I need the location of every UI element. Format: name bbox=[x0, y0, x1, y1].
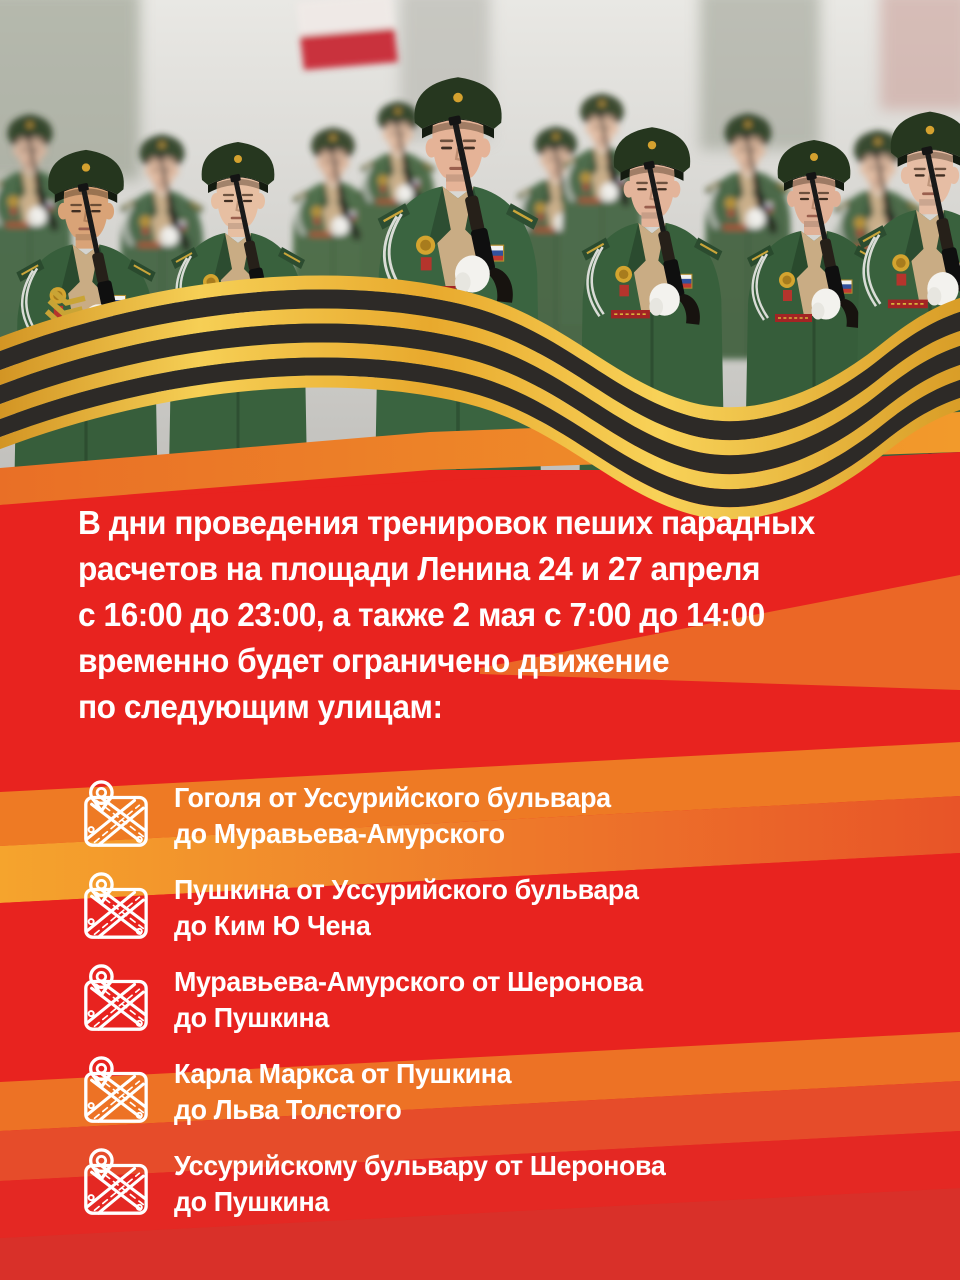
map-pin-icon bbox=[78, 1147, 152, 1219]
street-line2: до Муравьева-Амурского bbox=[174, 818, 505, 849]
map-pin-icon bbox=[78, 1055, 152, 1127]
street-line1: Гоголя от Уссурийского бульвара bbox=[174, 782, 611, 813]
street-line2: до Пушкина bbox=[174, 1002, 329, 1033]
street-item bbox=[78, 871, 686, 945]
street-item bbox=[78, 963, 686, 1037]
intro-text bbox=[78, 500, 845, 730]
intro-line: с 16:00 до 23:00, а также 2 мая с 7:00 до 14:00 bbox=[78, 596, 765, 633]
street-line1: Муравьева-Амурского от Шеронова bbox=[174, 966, 643, 997]
st-george-ribbon-icon bbox=[0, 250, 960, 530]
flag-icon bbox=[296, 0, 398, 70]
street-item bbox=[78, 779, 686, 853]
street-line1: Пушкина от Уссурийского бульвара bbox=[174, 874, 639, 905]
map-pin-icon bbox=[78, 779, 152, 851]
street-list bbox=[78, 779, 686, 1239]
street-item bbox=[78, 1147, 686, 1221]
street-item bbox=[78, 1055, 686, 1129]
intro-line: расчетов на площади Ленина 24 и 27 апреля bbox=[78, 550, 760, 587]
intro-line: временно будет ограничено движение bbox=[78, 642, 670, 679]
street-line2: до Пушкина bbox=[174, 1186, 329, 1217]
map-pin-icon bbox=[78, 963, 152, 1035]
street-line1: Карла Маркса от Пушкина bbox=[174, 1058, 512, 1089]
street-line1: Уссурийскому бульвару от Шеронова bbox=[174, 1150, 666, 1181]
street-line2: до Льва Толстого bbox=[174, 1094, 402, 1125]
map-pin-icon bbox=[78, 871, 152, 943]
intro-line: В дни проведения тренировок пеших парадных bbox=[78, 504, 815, 541]
intro-line: по следующим улицам: bbox=[78, 688, 443, 725]
street-line2: до Ким Ю Чена bbox=[174, 910, 371, 941]
